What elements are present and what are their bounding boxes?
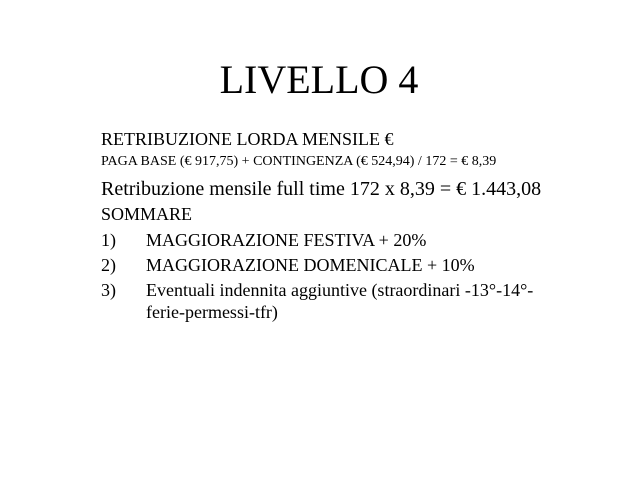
list-item-text: Eventuali indennita aggiuntive (straordinari -13°-14°-ferie-permessi-tfr) — [146, 280, 534, 322]
list-item-number: 3) — [101, 280, 116, 300]
list-item-text: MAGGIORAZIONE FESTIVA + 20% — [146, 230, 427, 250]
slide-title: LIVELLO 4 — [219, 57, 419, 102]
list-item-text: MAGGIORAZIONE DOMENICALE + 10% — [146, 255, 475, 275]
list-item-number: 1) — [101, 230, 116, 250]
gross-salary-heading: RETRIBUZIONE LORDA MENSILE € — [101, 129, 394, 149]
list-item-number: 2) — [101, 255, 116, 275]
sum-heading: SOMMARE — [101, 204, 193, 224]
monthly-salary-calculation: Retribuzione mensile full time 172 x 8,39 = € 1.443,08 — [101, 178, 542, 200]
base-pay-formula: PAGA BASE (€ 917,75) + CONTINGENZA (€ 524,94) / 172 = € 8,39 — [101, 154, 497, 169]
